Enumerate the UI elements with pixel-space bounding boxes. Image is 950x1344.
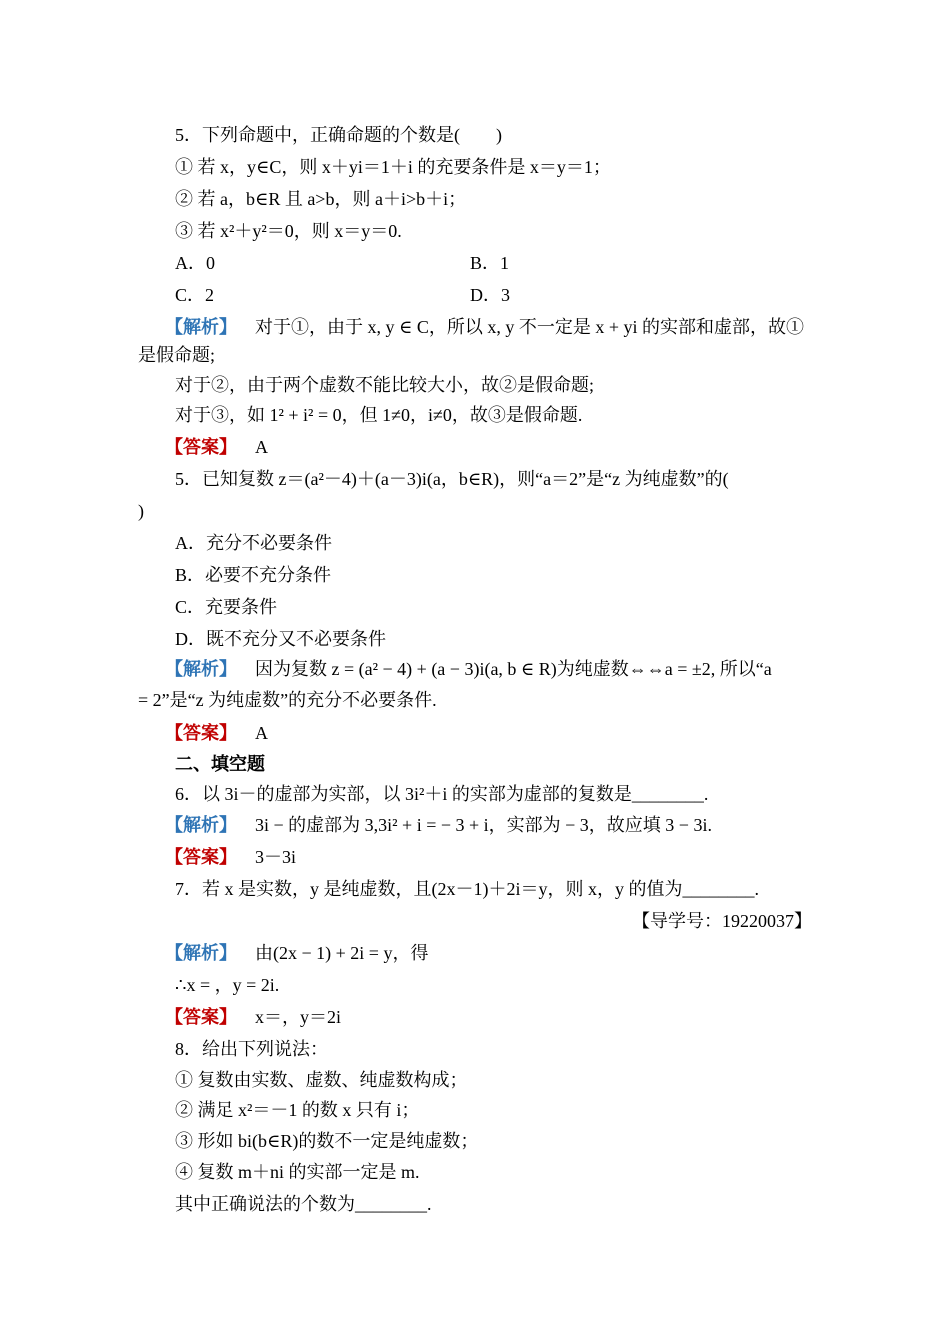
q7-stem: 7．若 x 是实数，y 是纯虚数，且(2x－1)＋2i＝y，则 x，y 的值为________.	[175, 879, 759, 899]
q7-analysis-line-2: ∴x = ，y = 2i.	[175, 975, 280, 995]
q5b-stem-continued: )	[138, 501, 144, 521]
q5b-option-a: A．充分不必要条件	[175, 533, 332, 553]
q5a-analysis-line-2: 对于②，由于两个虚数不能比较大小，故②是假命题;	[175, 375, 594, 395]
section-heading: 二、填空题	[175, 754, 265, 774]
analysis-tag: 【解析】	[165, 659, 237, 679]
q5a-analysis-line-3: 对于③，如 1² + i² = 0，但 1≠0，i≠0，故③是假命题.	[175, 405, 583, 425]
q5a-option-b: B．1	[470, 253, 510, 273]
q8-question-tail: 其中正确说法的个数为________.	[175, 1194, 432, 1214]
q5b-stem: 5．已知复数 z＝(a²－4)＋(a－3)i(a，b∈R)，则“a＝2”是“z 为纯虚数”的(	[175, 469, 729, 489]
q5a-statement-3: ③ 若 x²＋y²＝0，则 x＝y＝0.	[175, 221, 402, 241]
q5a-option-a: A．0	[175, 253, 215, 273]
q8-statement-2: ② 满足 x²＝－1 的数 x 只有 i；	[175, 1100, 420, 1120]
answer-tag: 【答案】	[165, 723, 237, 743]
answer-tag: 【答案】	[165, 1007, 237, 1027]
q8-statement-3: ③ 形如 bi(b∈R)的数不一定是纯虚数；	[175, 1131, 479, 1151]
q5a-answer-line	[165, 435, 268, 459]
q5b-option-b: B．必要不充分条件	[175, 565, 332, 585]
answer-text: 3－3i	[255, 847, 297, 867]
analysis-tag: 【解析】	[165, 943, 237, 963]
q5b-analysis-line-1b: = 2”是“z 为纯虚数”的充分不必要条件.	[138, 690, 437, 710]
q6-stem: 6．以 3i－的虚部为实部，以 3i²＋i 的实部为虚部的复数是________.	[175, 784, 709, 804]
analysis-text: 3i − 的虚部为 3,3i² + i = − 3 + i，实部为 − 3，故应填 3 − 3i.	[255, 815, 712, 835]
answer-tag: 【答案】	[165, 437, 237, 457]
q5b-analysis-line-1	[165, 657, 772, 681]
analysis-tag: 【解析】	[165, 317, 237, 337]
answer-text: x＝，y＝2i	[255, 1007, 342, 1027]
analysis-text: 由(2x − 1) + 2i = y，得	[255, 943, 429, 963]
q5a-analysis-line-1	[165, 315, 804, 339]
analysis-text: 对于①，由于 x, y ∈ C，所以 x, y 不一定是 x + yi 的实部和虚部，故①	[255, 317, 804, 337]
q5a-option-c: C．2	[175, 285, 215, 305]
q7-reference-number: 【导学号：19220037】	[632, 911, 812, 931]
answer-text: A	[255, 437, 268, 457]
answer-tag: 【答案】	[165, 847, 237, 867]
q7-analysis-line-1	[165, 941, 428, 965]
q5b-option-d: D．既不充分又不必要条件	[175, 629, 386, 649]
answer-text: A	[255, 723, 268, 743]
q6-answer-line	[165, 845, 296, 869]
q5b-option-c: C．充要条件	[175, 597, 278, 617]
q8-stem: 8．给出下列说法：	[175, 1039, 328, 1059]
q6-analysis-line	[165, 813, 712, 837]
q8-statement-1: ① 复数由实数、虚数、纯虚数构成；	[175, 1070, 468, 1090]
q5b-answer-line	[165, 721, 268, 745]
q7-answer-line	[165, 1005, 341, 1029]
q5a-analysis-line-1b: 是假命题;	[138, 345, 216, 365]
q5a-stem: 5．下列命题中，正确命题的个数是( )	[175, 125, 502, 145]
q5a-option-d: D．3	[470, 285, 510, 305]
q5a-statement-2: ② 若 a，b∈R 且 a>b，则 a＋i>b＋i；	[175, 189, 467, 209]
q8-statement-4: ④ 复数 m＋ni 的实部一定是 m.	[175, 1162, 420, 1182]
analysis-text: 因为复数 z = (a² − 4) + (a − 3)i(a, b ∈ R)为纯虚数⇔⇔a = ±2, 所以“a	[255, 659, 772, 679]
q5a-statement-1: ① 若 x，y∈C，则 x＋yi＝1＋i 的充要条件是 x＝y＝1；	[175, 157, 611, 177]
analysis-tag: 【解析】	[165, 815, 237, 835]
